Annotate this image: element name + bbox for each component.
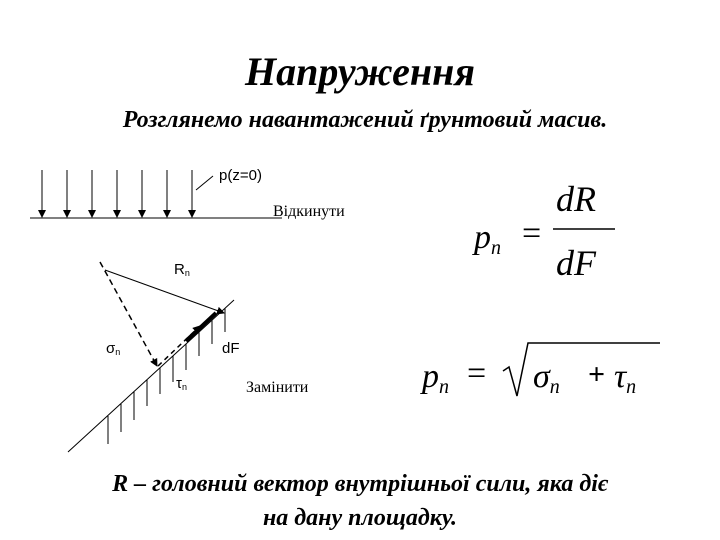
formula1-lhs: pn: [474, 219, 501, 259]
formula2-sigma: σn: [533, 358, 560, 398]
resultant-vector-rn: [105, 270, 224, 313]
formula2-lhs: pn: [422, 358, 449, 398]
load-label-leader: [196, 176, 213, 190]
section-plane-line: [68, 300, 234, 452]
formula2-tau: τn: [614, 358, 637, 398]
footer-line-2: на дану площадку.: [262, 505, 458, 531]
footer-line-1: R – головний вектор внутрішньої сили, яка діє: [112, 471, 608, 497]
load-arrows: [42, 170, 192, 217]
rn-label: Rn: [174, 261, 190, 278]
slide-title: Напруження: [245, 49, 475, 94]
formula1-equals: =: [522, 215, 542, 252]
sqrt-radical: [503, 343, 660, 396]
formula-pn-fraction: [472, 179, 615, 283]
sigma-n-label: σn: [106, 340, 121, 357]
discard-label: Відкинути: [273, 203, 345, 220]
section-hatching: [108, 308, 225, 444]
slide-footer: [20, 467, 700, 535]
formula2-equals: =: [467, 355, 487, 392]
tau-n-label: τn: [176, 375, 187, 392]
replace-label: Замінити: [246, 379, 309, 396]
shear-stress-vector: [158, 326, 200, 366]
formula-pn-sqrt: [420, 343, 660, 398]
df-label: dF: [222, 340, 240, 357]
slide-subtitle: Розглянемо навантажений ґрунтовий масив.: [122, 107, 608, 133]
formula1-denominator: dF: [556, 243, 596, 283]
formula2-plus: +: [588, 358, 606, 391]
formula1-numerator: dR: [556, 179, 596, 219]
load-label: p(z=0): [219, 167, 262, 184]
